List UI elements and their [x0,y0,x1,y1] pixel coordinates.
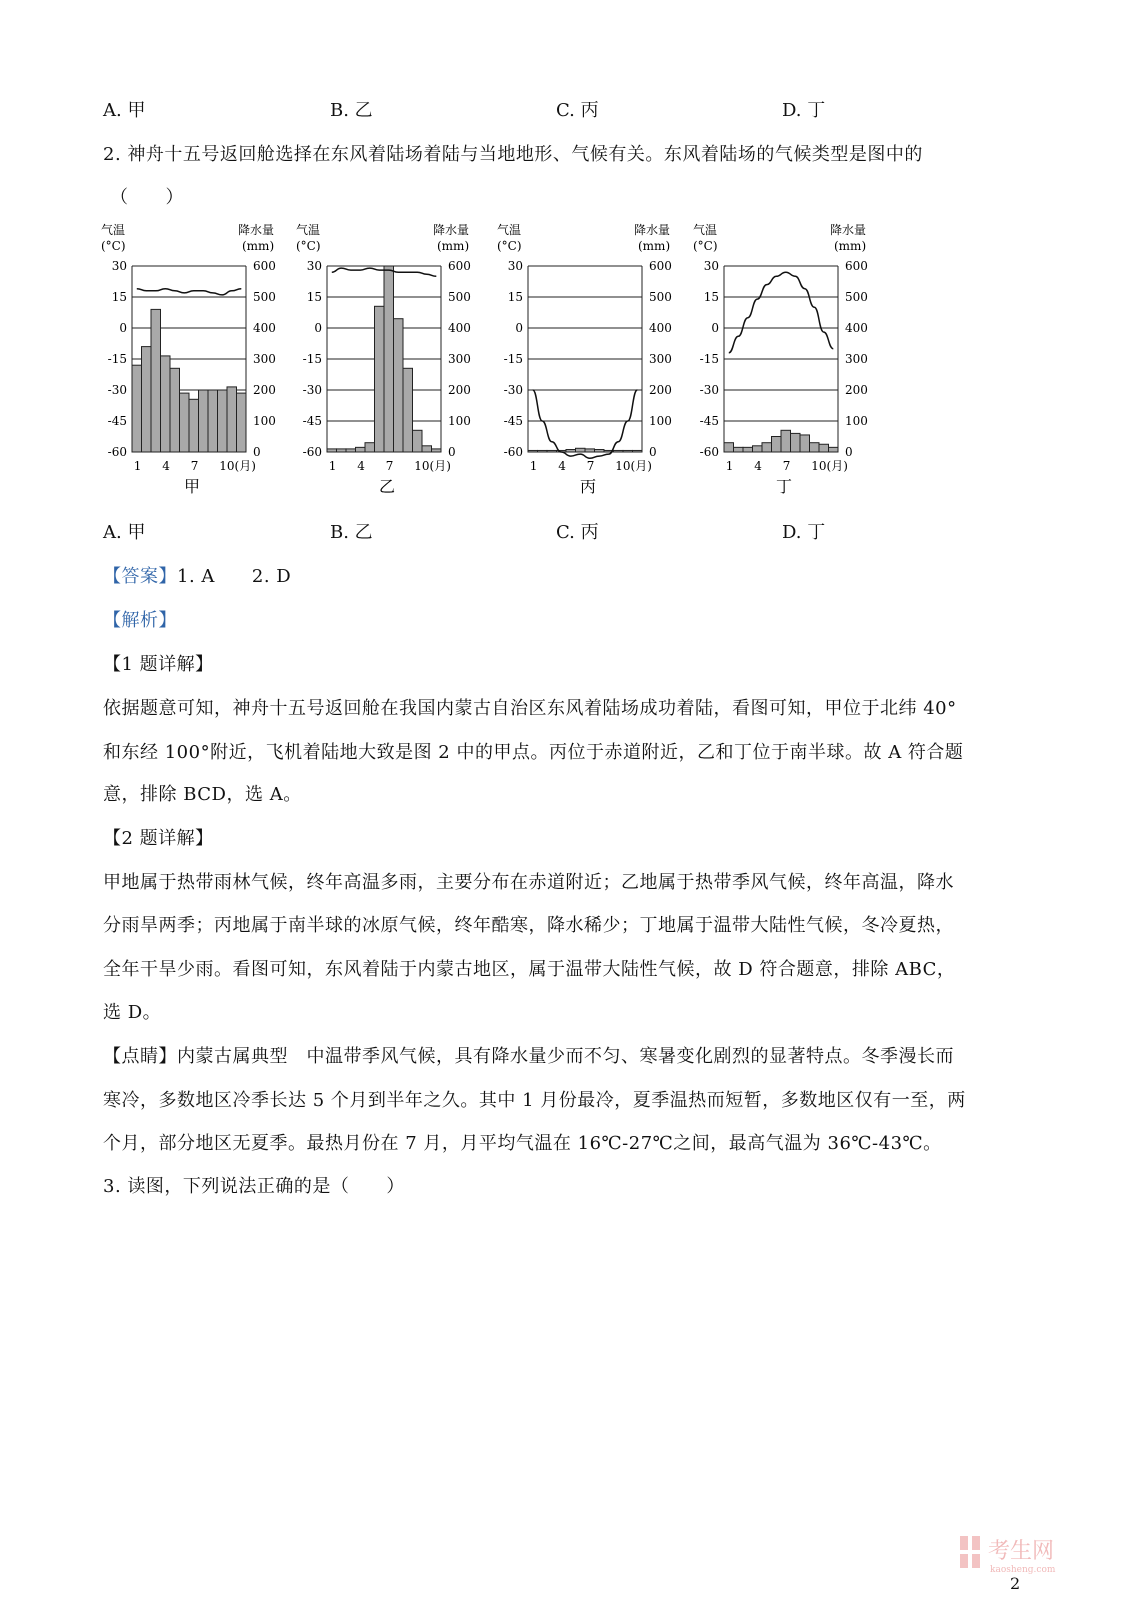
chart-left-label: 气温 [296,223,321,237]
chart-precip-bar [170,368,180,452]
chart-x-tick: 10(月) [811,459,848,473]
chart-right-label: 降水量 [634,223,671,237]
chart-left-unit: (°C) [296,239,321,253]
chart-precip-bar [189,399,199,452]
chart-x-tick: 1 [133,459,142,473]
chart-precip-bar [227,387,237,452]
chart-precip-bar [743,447,753,452]
chart-left-tick: 0 [711,321,719,335]
chart-precip-bar [151,309,161,452]
chart-right-tick: 300 [253,352,276,366]
chart-precip-bar [422,446,432,452]
q3-stem: 3. 读图，下列说法正确的是（ ） [103,1176,405,1197]
chart-left-tick: -60 [302,445,322,459]
chart-precip-bar [356,447,366,452]
q2-option-b: B. 乙 [330,522,373,543]
chart-left-label: 气温 [101,223,126,237]
chart-precip-bar [237,393,247,452]
chart-precip-bar [633,450,643,452]
chart-precip-bar [724,443,734,452]
climate-charts-svg [100,222,900,502]
chart-left-tick: 0 [119,321,127,335]
chart-right-tick: 500 [845,290,868,304]
chart-left-tick: -45 [107,414,127,428]
q1-detail-line: 意，排除 BCD，选 A。 [103,784,302,805]
chart-right-unit: (mm) [242,239,275,253]
chart-left-unit: (°C) [101,239,126,253]
watermark-logo [958,1532,1088,1581]
chart-precip-bar [365,443,375,452]
chart-left-tick: -60 [503,445,523,459]
chart-precip-bar [753,446,763,452]
chart-right-tick: 200 [845,383,868,397]
chart-precip-bar [394,319,404,452]
chart-x-tick: 10(月) [219,459,256,473]
chart-right-tick: 400 [649,321,672,335]
q2-detail-line: 分雨旱两季；丙地属于南半球的冰原气候，终年酷寒，降水稀少；丁地属于温带大陆性气候，冬冷夏热， [103,915,954,936]
chart-left-tick: 15 [111,290,127,304]
chart-right-label: 降水量 [830,223,867,237]
chart-precip-bar [413,430,423,452]
chart-right-tick: 500 [649,290,672,304]
watermark-text-cn: 考生网 [988,1539,1055,1564]
chart-left-tick: -15 [107,352,127,366]
chart-precip-bar [142,347,152,452]
chart-left-tick: 30 [703,259,719,273]
q2-detail-heading: 【2 题详解】 [103,828,214,849]
chart-title: 甲 [184,477,201,496]
chart-x-tick: 10(月) [615,459,652,473]
chart-right-tick: 600 [845,259,868,273]
chart-precip-bar [547,450,557,452]
chart-right-tick: 0 [448,445,456,459]
chart-title: 丁 [776,477,793,496]
chart-right-tick: 100 [253,414,276,428]
chart-precip-bar [810,443,820,452]
chart-right-tick: 100 [845,414,868,428]
chart-x-tick: 4 [558,459,566,473]
chart-x-tick: 4 [357,459,365,473]
page-number: 2 [1010,1574,1021,1593]
chart-x-tick: 1 [725,459,734,473]
chart-precip-bar [800,435,810,452]
chart-left-tick: -60 [699,445,719,459]
chart-precip-bar [772,437,782,453]
chart-temp-line [137,289,242,295]
chart-precip-bar [346,449,356,452]
chart-right-tick: 200 [649,383,672,397]
chart-precip-bar [595,450,605,452]
q2-option-d: D. 丁 [782,522,826,543]
chart-temp-line [729,272,834,353]
chart-left-tick: -30 [503,383,523,397]
chart-x-tick: 10(月) [414,459,451,473]
chart-right-tick: 0 [649,445,657,459]
chart-left-label: 气温 [497,223,522,237]
chart-left-tick: 15 [703,290,719,304]
chart-precip-bar [528,450,538,452]
chart-left-unit: (°C) [497,239,522,253]
chart-left-label: 气温 [693,223,718,237]
watermark-icon [960,1536,980,1568]
chart-title: 丙 [580,477,597,496]
chart-right-unit: (mm) [437,239,470,253]
climate-charts [100,222,900,502]
chart-right-tick: 300 [448,352,471,366]
q1-detail-line: 依据题意可知，神舟十五号返回舱在我国内蒙古自治区东风着陆场成功着陆，看图可知，甲位于北纬 40° [103,698,957,719]
chart-right-unit: (mm) [638,239,671,253]
chart-precip-bar [623,450,633,452]
analysis-label: 【解析】 [103,610,177,631]
chart-right-label: 降水量 [433,223,470,237]
chart-left-tick: -15 [503,352,523,366]
chart-left-tick: -30 [699,383,719,397]
chart-precip-bar [734,447,744,452]
tip-line: 【点睛】内蒙古属典型 中温带季风气候，具有降水量少而不匀、寒暑变化剧烈的显著特点。冬季漫长而 [103,1046,954,1067]
chart-precip-bar [432,449,442,452]
q2-option-a: A. 甲 [103,522,146,543]
chart-left-tick: -30 [302,383,322,397]
chart-precip-bar [576,448,586,452]
chart-right-tick: 100 [649,414,672,428]
q2-detail-line: 全年干旱少雨。看图可知，东风着陆于内蒙古地区，属于温带大陆性气候，故 D 符合题意，排除 ABC， [103,959,956,980]
answer-line [103,562,291,588]
q2-paren: （ ） [110,187,184,208]
chart-right-tick: 600 [649,259,672,273]
chart-x-tick: 1 [328,459,337,473]
q1-option-d: D. 丁 [782,100,826,121]
chart-precip-bar [538,450,548,452]
chart-x-tick: 7 [586,459,595,473]
chart-left-tick: -45 [699,414,719,428]
chart-precip-bar [762,443,772,452]
chart-left-tick: -45 [503,414,523,428]
chart-right-tick: 400 [448,321,471,335]
chart-left-tick: -15 [302,352,322,366]
chart-left-tick: 0 [515,321,523,335]
chart-x-tick: 1 [529,459,538,473]
q1-option-b: B. 乙 [330,100,373,121]
chart-precip-bar [132,365,142,452]
chart-right-tick: 400 [253,321,276,335]
chart-right-tick: 0 [845,445,853,459]
chart-precip-bar [819,444,829,452]
q2-detail-line: 选 D。 [103,1002,162,1023]
chart-left-tick: -60 [107,445,127,459]
chart-right-label: 降水量 [238,223,275,237]
chart-precip-bar [781,430,791,452]
chart-left-tick: -30 [107,383,127,397]
chart-right-tick: 500 [253,290,276,304]
chart-precip-bar [180,393,190,452]
chart-precip-bar [199,390,209,452]
answer-text: 1. A 2. D [177,566,292,587]
chart-left-tick: 15 [507,290,523,304]
q2-option-c: C. 丙 [556,522,599,543]
chart-left-tick: 30 [507,259,523,273]
chart-right-tick: 0 [253,445,261,459]
chart-left-tick: 30 [306,259,322,273]
chart-precip-bar [375,306,385,452]
chart-left-unit: (°C) [693,239,718,253]
chart-x-tick: 7 [385,459,394,473]
watermark-text-en: kaosheng.com [990,1565,1056,1575]
chart-x-tick: 4 [162,459,170,473]
q1-option-c: C. 丙 [556,100,599,121]
q2-stem: 2. 神舟十五号返回舱选择在东风着陆场着陆与当地地形、气候有关。东风着陆场的气候类型是图中的 [103,144,923,165]
chart-x-tick: 4 [754,459,762,473]
chart-precip-bar [585,449,595,452]
chart-precip-bar [829,447,839,452]
chart-right-tick: 400 [845,321,868,335]
chart-precip-bar [208,390,218,452]
chart-x-tick: 7 [782,459,791,473]
chart-precip-bar [218,390,228,452]
chart-right-tick: 200 [253,383,276,397]
chart-right-tick: 200 [448,383,471,397]
tip-line: 寒冷，多数地区冷季长达 5 个月到半年之久。其中 1 月份最冷，夏季温热而短暂，多数地区仅有一至，两 [103,1090,966,1111]
chart-precip-bar [614,450,624,452]
chart-precip-bar [384,266,394,452]
chart-precip-bar [791,433,801,452]
chart-left-tick: -15 [699,352,719,366]
chart-precip-bar [403,368,413,452]
q1-detail-heading: 【1 题详解】 [103,654,214,675]
chart-precip-bar [327,449,337,452]
chart-precip-bar [337,449,347,452]
chart-right-tick: 300 [649,352,672,366]
chart-left-tick: 0 [314,321,322,335]
q2-detail-line: 甲地属于热带雨林气候，终年高温多雨，主要分布在赤道附近；乙地属于热带季风气候，终年高温，降水 [103,872,954,893]
chart-right-tick: 600 [448,259,471,273]
chart-left-tick: -45 [302,414,322,428]
chart-title: 乙 [379,477,396,496]
chart-precip-bar [161,356,171,452]
answer-label: 【答案】 [103,566,177,587]
q1-option-a: A. 甲 [103,100,146,121]
chart-right-tick: 500 [448,290,471,304]
chart-right-tick: 300 [845,352,868,366]
chart-x-tick: 7 [190,459,199,473]
chart-left-tick: 15 [306,290,322,304]
chart-left-tick: 30 [111,259,127,273]
chart-right-unit: (mm) [834,239,867,253]
chart-precip-bar [566,450,576,452]
tip-line: 个月，部分地区无夏季。最热月份在 7 月，月平均气温在 16℃-27℃之间，最高气温为 36℃-43℃。 [103,1133,942,1154]
chart-right-tick: 100 [448,414,471,428]
chart-right-tick: 600 [253,259,276,273]
q1-detail-line: 和东经 100°附近，飞机着陆地大致是图 2 中的甲点。丙位于赤道附近，乙和丁位于南半球。故 A 符合题 [103,742,964,763]
